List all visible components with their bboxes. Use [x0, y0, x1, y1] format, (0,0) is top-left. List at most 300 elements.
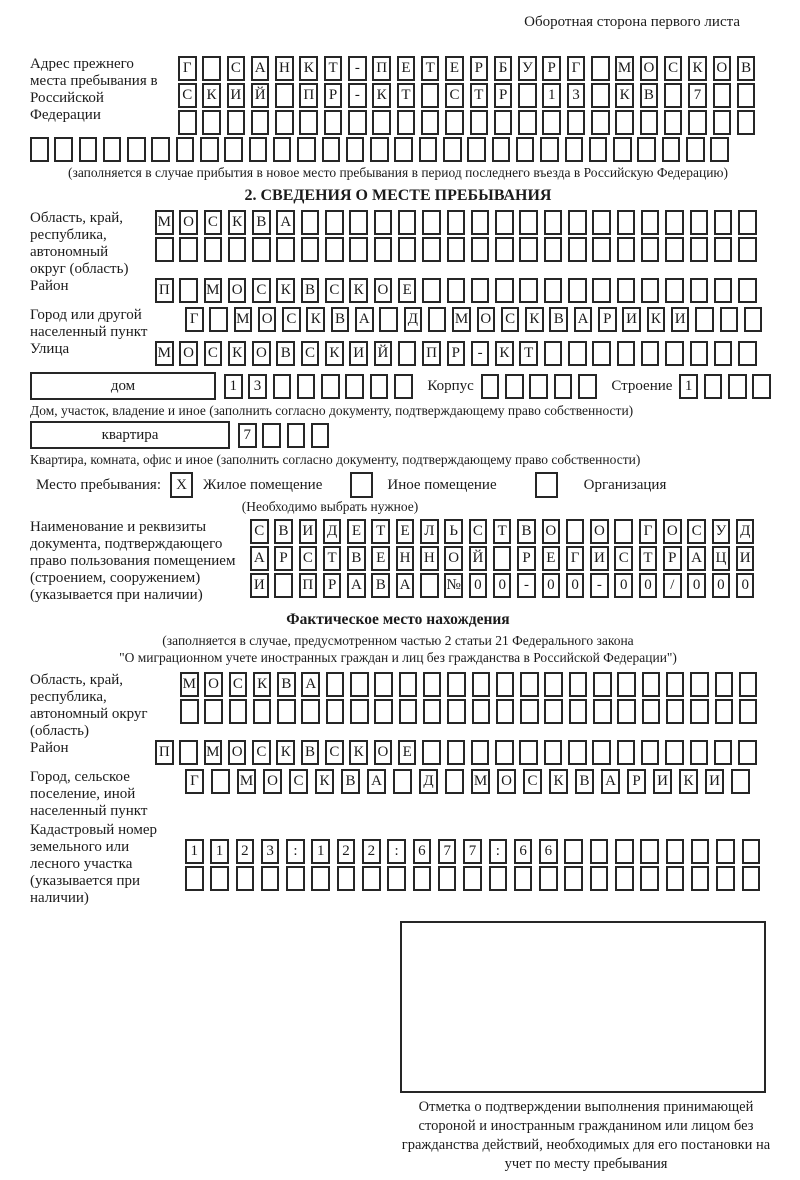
char-box[interactable] [496, 672, 515, 697]
char-box[interactable]: С [523, 769, 542, 794]
char-box[interactable] [297, 137, 316, 162]
char-box[interactable] [641, 210, 660, 235]
char-box[interactable]: М [615, 56, 634, 81]
char-box[interactable] [422, 237, 441, 262]
char-box[interactable]: Н [396, 546, 415, 571]
char-box[interactable]: : [489, 839, 508, 864]
char-box[interactable] [567, 110, 586, 135]
char-box[interactable]: В [517, 519, 536, 544]
char-box[interactable] [423, 672, 442, 697]
char-box[interactable] [664, 110, 683, 135]
char-box[interactable] [311, 866, 330, 891]
char-box[interactable]: А [396, 573, 415, 598]
char-box[interactable] [179, 740, 198, 765]
char-box[interactable] [690, 278, 709, 303]
char-box[interactable]: № [444, 573, 463, 598]
char-box[interactable] [505, 374, 524, 399]
char-box[interactable] [544, 341, 563, 366]
char-box[interactable] [413, 866, 432, 891]
char-box[interactable] [249, 137, 268, 162]
char-box[interactable]: П [155, 740, 174, 765]
char-box[interactable] [665, 237, 684, 262]
char-box[interactable]: Е [371, 546, 390, 571]
char-box[interactable]: Д [419, 769, 438, 794]
char-box[interactable]: И [590, 546, 609, 571]
stay-organization-checkbox[interactable] [535, 472, 558, 498]
char-box[interactable]: К [276, 740, 295, 765]
char-box[interactable]: Н [275, 56, 294, 81]
char-box[interactable]: С [301, 341, 320, 366]
char-box[interactable] [372, 110, 391, 135]
char-box[interactable] [176, 137, 195, 162]
char-box[interactable] [471, 210, 490, 235]
char-box[interactable] [252, 237, 271, 262]
char-box[interactable] [569, 672, 588, 697]
char-box[interactable]: Е [347, 519, 366, 544]
char-box[interactable]: С [289, 769, 308, 794]
char-box[interactable] [688, 110, 707, 135]
char-box[interactable] [54, 137, 73, 162]
char-box[interactable]: К [495, 341, 514, 366]
char-box[interactable]: А [347, 573, 366, 598]
char-box[interactable]: - [590, 573, 609, 598]
char-box[interactable] [421, 83, 440, 108]
char-box[interactable] [617, 672, 636, 697]
char-box[interactable] [345, 374, 364, 399]
char-box[interactable]: Т [323, 546, 342, 571]
char-box[interactable] [493, 546, 512, 571]
char-box[interactable] [592, 278, 611, 303]
char-box[interactable] [229, 699, 248, 724]
char-box[interactable] [326, 672, 345, 697]
char-box[interactable] [423, 699, 442, 724]
char-box[interactable] [690, 672, 709, 697]
char-box[interactable]: С [614, 546, 633, 571]
char-box[interactable] [337, 866, 356, 891]
char-box[interactable]: Е [445, 56, 464, 81]
char-box[interactable]: 7 [238, 423, 257, 448]
char-box[interactable] [539, 866, 558, 891]
char-box[interactable] [566, 519, 585, 544]
char-box[interactable]: А [301, 672, 320, 697]
char-box[interactable]: 0 [469, 573, 488, 598]
char-box[interactable] [349, 210, 368, 235]
char-box[interactable] [590, 866, 609, 891]
char-box[interactable] [520, 699, 539, 724]
char-box[interactable]: С [178, 83, 197, 108]
char-box[interactable]: Т [493, 519, 512, 544]
char-box[interactable] [495, 237, 514, 262]
char-box[interactable] [447, 699, 466, 724]
char-box[interactable]: Й [469, 546, 488, 571]
char-box[interactable] [665, 341, 684, 366]
char-box[interactable] [713, 83, 732, 108]
char-box[interactable]: К [306, 307, 325, 332]
char-box[interactable]: Р [542, 56, 561, 81]
char-box[interactable]: В [575, 769, 594, 794]
char-box[interactable] [690, 237, 709, 262]
char-box[interactable] [275, 110, 294, 135]
char-box[interactable]: 6 [539, 839, 558, 864]
char-box[interactable]: М [471, 769, 490, 794]
char-box[interactable] [211, 769, 230, 794]
char-box[interactable] [529, 374, 548, 399]
char-box[interactable]: О [663, 519, 682, 544]
char-box[interactable]: 0 [639, 573, 658, 598]
char-box[interactable] [540, 137, 559, 162]
char-box[interactable]: 1 [185, 839, 204, 864]
char-box[interactable]: О [374, 278, 393, 303]
char-box[interactable] [565, 137, 584, 162]
char-box[interactable]: В [341, 769, 360, 794]
char-box[interactable] [185, 866, 204, 891]
char-box[interactable]: У [518, 56, 537, 81]
char-box[interactable] [544, 699, 563, 724]
char-box[interactable]: С [252, 278, 271, 303]
char-box[interactable] [394, 137, 413, 162]
char-box[interactable] [593, 672, 612, 697]
char-box[interactable]: Р [663, 546, 682, 571]
char-box[interactable]: В [549, 307, 568, 332]
char-box[interactable]: О [374, 740, 393, 765]
char-box[interactable]: Ц [712, 546, 731, 571]
char-box[interactable] [569, 699, 588, 724]
char-box[interactable] [421, 110, 440, 135]
stay-residential-checkbox[interactable]: X [170, 472, 193, 498]
char-box[interactable]: Е [397, 56, 416, 81]
char-box[interactable]: 1 [542, 83, 561, 108]
char-box[interactable]: А [601, 769, 620, 794]
char-box[interactable] [738, 278, 757, 303]
char-box[interactable] [273, 374, 292, 399]
char-box[interactable] [640, 110, 659, 135]
char-box[interactable]: Г [178, 56, 197, 81]
char-box[interactable] [720, 307, 739, 332]
char-box[interactable]: С [252, 740, 271, 765]
char-box[interactable] [287, 423, 306, 448]
char-box[interactable]: 6 [413, 839, 432, 864]
char-box[interactable] [691, 839, 710, 864]
char-box[interactable] [617, 699, 636, 724]
char-box[interactable] [236, 866, 255, 891]
char-box[interactable] [350, 672, 369, 697]
house-type-box[interactable]: дом [30, 372, 216, 400]
char-box[interactable] [519, 237, 538, 262]
stay-other-checkbox[interactable] [350, 472, 373, 498]
char-box[interactable] [495, 740, 514, 765]
char-box[interactable]: Р [323, 573, 342, 598]
char-box[interactable]: К [349, 278, 368, 303]
char-box[interactable]: 3 [248, 374, 267, 399]
char-box[interactable]: 3 [261, 839, 280, 864]
char-box[interactable]: П [299, 83, 318, 108]
char-box[interactable] [642, 672, 661, 697]
char-box[interactable] [568, 740, 587, 765]
char-box[interactable] [641, 341, 660, 366]
char-box[interactable]: Н [420, 546, 439, 571]
char-box[interactable] [209, 307, 228, 332]
char-box[interactable]: О [252, 341, 271, 366]
char-box[interactable]: И [250, 573, 269, 598]
char-box[interactable] [204, 699, 223, 724]
char-box[interactable] [420, 573, 439, 598]
char-box[interactable]: М [155, 341, 174, 366]
char-box[interactable] [665, 278, 684, 303]
char-box[interactable] [686, 137, 705, 162]
char-box[interactable] [666, 866, 685, 891]
char-box[interactable]: М [452, 307, 471, 332]
char-box[interactable]: С [469, 519, 488, 544]
char-box[interactable] [286, 866, 305, 891]
char-box[interactable] [422, 740, 441, 765]
char-box[interactable] [744, 307, 763, 332]
char-box[interactable] [564, 839, 583, 864]
char-box[interactable]: : [387, 839, 406, 864]
char-box[interactable]: А [367, 769, 386, 794]
char-box[interactable] [666, 839, 685, 864]
char-box[interactable] [394, 374, 413, 399]
char-box[interactable] [472, 699, 491, 724]
char-box[interactable]: И [653, 769, 672, 794]
char-box[interactable]: К [228, 341, 247, 366]
char-box[interactable] [348, 110, 367, 135]
apartment-type-box[interactable]: квартира [30, 421, 230, 449]
char-box[interactable] [614, 519, 633, 544]
char-box[interactable]: Б [494, 56, 513, 81]
char-box[interactable]: О [179, 341, 198, 366]
char-box[interactable] [591, 83, 610, 108]
char-box[interactable]: О [477, 307, 496, 332]
char-box[interactable] [155, 237, 174, 262]
char-box[interactable] [714, 341, 733, 366]
char-box[interactable] [617, 237, 636, 262]
char-box[interactable]: 0 [712, 573, 731, 598]
char-box[interactable] [397, 110, 416, 135]
char-box[interactable] [471, 740, 490, 765]
char-box[interactable]: Р [447, 341, 466, 366]
char-box[interactable]: 2 [236, 839, 255, 864]
char-box[interactable] [489, 866, 508, 891]
char-box[interactable] [544, 672, 563, 697]
char-box[interactable]: В [737, 56, 756, 81]
char-box[interactable] [715, 672, 734, 697]
char-box[interactable] [202, 110, 221, 135]
char-box[interactable] [374, 237, 393, 262]
char-box[interactable] [568, 210, 587, 235]
char-box[interactable]: 0 [542, 573, 561, 598]
char-box[interactable] [374, 699, 393, 724]
char-box[interactable] [637, 137, 656, 162]
char-box[interactable]: В [274, 519, 293, 544]
char-box[interactable] [224, 137, 243, 162]
char-box[interactable]: М [237, 769, 256, 794]
char-box[interactable] [447, 210, 466, 235]
char-box[interactable]: И [671, 307, 690, 332]
char-box[interactable]: Т [639, 546, 658, 571]
char-box[interactable] [615, 110, 634, 135]
char-box[interactable]: Ь [444, 519, 463, 544]
char-box[interactable]: Й [251, 83, 270, 108]
char-box[interactable] [690, 740, 709, 765]
char-box[interactable] [690, 210, 709, 235]
char-box[interactable] [690, 341, 709, 366]
char-box[interactable]: Е [396, 519, 415, 544]
char-box[interactable]: С [250, 519, 269, 544]
char-box[interactable] [443, 137, 462, 162]
char-box[interactable] [210, 866, 229, 891]
char-box[interactable]: 3 [567, 83, 586, 108]
char-box[interactable]: М [180, 672, 199, 697]
char-box[interactable]: - [348, 83, 367, 108]
char-box[interactable] [578, 374, 597, 399]
char-box[interactable] [127, 137, 146, 162]
char-box[interactable] [714, 237, 733, 262]
char-box[interactable] [274, 573, 293, 598]
char-box[interactable] [495, 278, 514, 303]
char-box[interactable]: Т [470, 83, 489, 108]
char-box[interactable] [640, 839, 659, 864]
char-box[interactable]: М [204, 278, 223, 303]
char-box[interactable] [519, 210, 538, 235]
char-box[interactable] [731, 769, 750, 794]
char-box[interactable] [666, 699, 685, 724]
char-box[interactable]: А [574, 307, 593, 332]
char-box[interactable]: С [204, 341, 223, 366]
char-box[interactable] [738, 210, 757, 235]
char-box[interactable] [178, 110, 197, 135]
char-box[interactable]: И [299, 519, 318, 544]
char-box[interactable]: К [276, 278, 295, 303]
char-box[interactable]: О [228, 278, 247, 303]
char-box[interactable]: Р [517, 546, 536, 571]
char-box[interactable] [321, 374, 340, 399]
char-box[interactable] [568, 341, 587, 366]
char-box[interactable] [714, 210, 733, 235]
char-box[interactable]: Р [598, 307, 617, 332]
char-box[interactable]: К [349, 740, 368, 765]
char-box[interactable] [251, 110, 270, 135]
char-box[interactable] [592, 210, 611, 235]
char-box[interactable] [398, 341, 417, 366]
char-box[interactable] [613, 137, 632, 162]
char-box[interactable] [591, 110, 610, 135]
char-box[interactable] [322, 137, 341, 162]
char-box[interactable] [714, 740, 733, 765]
char-box[interactable] [387, 866, 406, 891]
char-box[interactable]: Й [374, 341, 393, 366]
char-box[interactable] [716, 866, 735, 891]
char-box[interactable]: 2 [337, 839, 356, 864]
char-box[interactable] [662, 137, 681, 162]
char-box[interactable]: 0 [614, 573, 633, 598]
char-box[interactable]: Р [627, 769, 646, 794]
char-box[interactable] [301, 210, 320, 235]
char-box[interactable]: К [647, 307, 666, 332]
char-box[interactable] [617, 740, 636, 765]
char-box[interactable]: Л [420, 519, 439, 544]
char-box[interactable] [200, 137, 219, 162]
char-box[interactable] [326, 699, 345, 724]
char-box[interactable] [617, 341, 636, 366]
char-box[interactable] [445, 769, 464, 794]
char-box[interactable] [641, 740, 660, 765]
char-box[interactable] [325, 210, 344, 235]
char-box[interactable]: О [263, 769, 282, 794]
char-box[interactable]: А [687, 546, 706, 571]
char-box[interactable] [445, 110, 464, 135]
char-box[interactable] [346, 137, 365, 162]
char-box[interactable] [714, 278, 733, 303]
char-box[interactable] [350, 699, 369, 724]
char-box[interactable]: О [179, 210, 198, 235]
char-box[interactable] [103, 137, 122, 162]
char-box[interactable] [393, 769, 412, 794]
char-box[interactable]: К [299, 56, 318, 81]
char-box[interactable] [590, 839, 609, 864]
char-box[interactable] [311, 423, 330, 448]
char-box[interactable] [713, 110, 732, 135]
char-box[interactable] [438, 866, 457, 891]
char-box[interactable]: 7 [688, 83, 707, 108]
char-box[interactable] [665, 740, 684, 765]
char-box[interactable]: К [525, 307, 544, 332]
char-box[interactable] [544, 237, 563, 262]
char-box[interactable] [519, 740, 538, 765]
char-box[interactable] [665, 210, 684, 235]
char-box[interactable] [470, 110, 489, 135]
char-box[interactable] [589, 137, 608, 162]
char-box[interactable]: П [372, 56, 391, 81]
char-box[interactable]: С [664, 56, 683, 81]
char-box[interactable]: В [347, 546, 366, 571]
char-box[interactable]: 6 [514, 839, 533, 864]
char-box[interactable] [739, 699, 758, 724]
char-box[interactable] [398, 237, 417, 262]
char-box[interactable] [704, 374, 723, 399]
char-box[interactable] [641, 278, 660, 303]
char-box[interactable] [519, 278, 538, 303]
char-box[interactable]: П [422, 341, 441, 366]
char-box[interactable] [467, 137, 486, 162]
char-box[interactable] [494, 110, 513, 135]
char-box[interactable]: О [444, 546, 463, 571]
char-box[interactable]: Д [323, 519, 342, 544]
char-box[interactable] [273, 137, 292, 162]
char-box[interactable]: - [517, 573, 536, 598]
char-box[interactable] [664, 83, 683, 108]
char-box[interactable] [742, 839, 761, 864]
char-box[interactable] [715, 699, 734, 724]
char-box[interactable] [422, 278, 441, 303]
char-box[interactable]: В [276, 341, 295, 366]
char-box[interactable]: И [622, 307, 641, 332]
char-box[interactable] [738, 237, 757, 262]
char-box[interactable] [738, 341, 757, 366]
char-box[interactable] [544, 210, 563, 235]
char-box[interactable] [428, 307, 447, 332]
char-box[interactable]: 1 [679, 374, 698, 399]
char-box[interactable]: К [688, 56, 707, 81]
char-box[interactable]: А [251, 56, 270, 81]
char-box[interactable]: 0 [687, 573, 706, 598]
char-box[interactable] [379, 307, 398, 332]
char-box[interactable] [592, 740, 611, 765]
char-box[interactable]: Р [274, 546, 293, 571]
char-box[interactable]: Т [519, 341, 538, 366]
char-box[interactable]: М [234, 307, 253, 332]
char-box[interactable]: П [299, 573, 318, 598]
char-box[interactable] [542, 110, 561, 135]
